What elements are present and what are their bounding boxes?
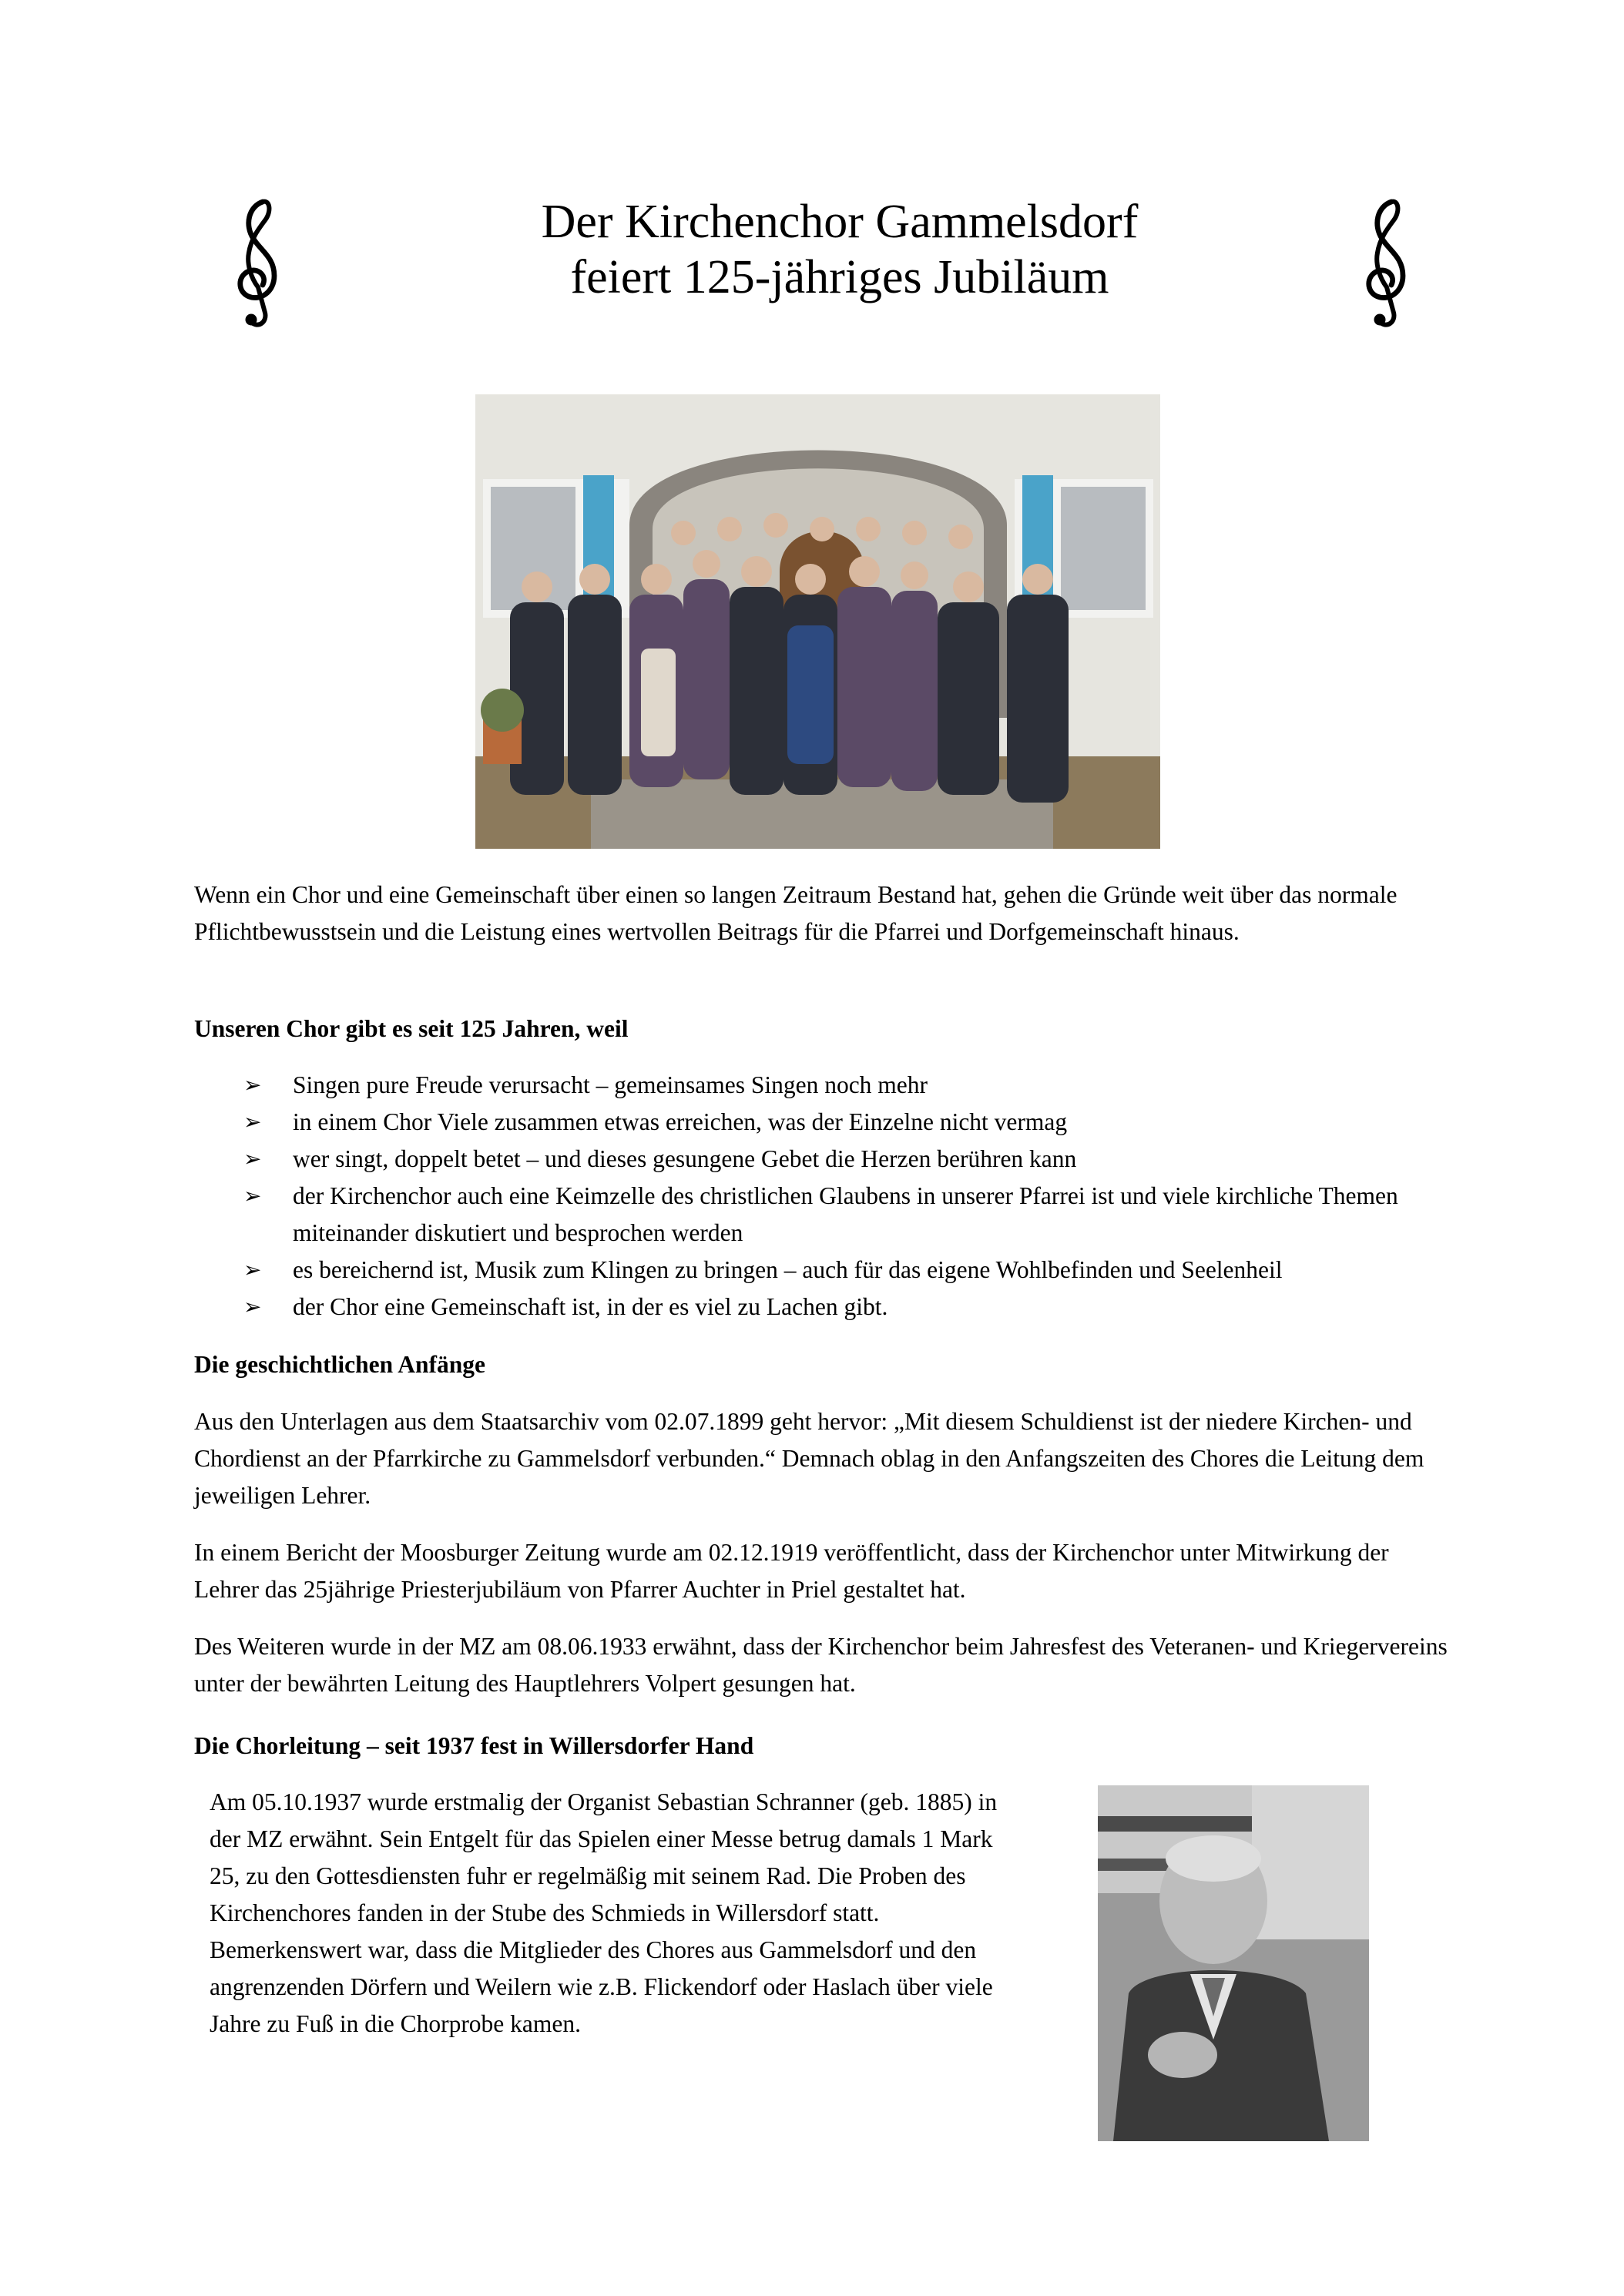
page-title bbox=[385, 194, 1294, 305]
section-heading-history: Die geschichtlichen Anfänge bbox=[194, 1351, 485, 1378]
arrow-bullet-icon: ➢ bbox=[243, 1109, 262, 1135]
section-heading-reasons: Unseren Chor gibt es seit 125 Jahren, weil bbox=[194, 1015, 629, 1042]
portrait-photo bbox=[1098, 1785, 1369, 2141]
list-item: ➢ wer singt, doppelt betet – und dieses gesungene Gebet die Herzen berühren kann bbox=[194, 1141, 1458, 1178]
history-paragraph-1: Aus den Unterlagen aus dem Staatsarchiv vom 02.07.1899 geht hervor: „Mit diesem Schuldienst ist der niedere Kirchen- und Chordienst an der Pfarrkirche zu Gammelsdorf verbunden.“ Demnach oblag in den Anfangszeiten des Chores die Leitung dem jeweiligen Lehrer. bbox=[194, 1408, 1424, 1509]
list-item: ➢ der Chor eine Gemeinschaft ist, in der es viel zu Lachen gibt. bbox=[194, 1289, 1458, 1326]
arrow-bullet-icon: ➢ bbox=[243, 1072, 262, 1098]
history-paragraph-2: In einem Bericht der Moosburger Zeitung wurde am 02.12.1919 veröffentlicht, dass der Kirchenchor unter Mitwirkung der Lehrer das 25jährige Priesterjubiläum von Pfarrer Auchter in Priel gestaltet hat. bbox=[194, 1539, 1389, 1603]
list-item: ➢ es bereichernd ist, Musik zum Klingen zu bringen – auch für das eigene Wohlbefinden und Seelenheil bbox=[194, 1252, 1458, 1289]
title-line-1: Der Kirchenchor Gammelsdorf bbox=[541, 196, 1139, 248]
section-heading-leadership: Die Chorleitung – seit 1937 fest in Willersdorfer Hand bbox=[194, 1732, 754, 1759]
reasons-list bbox=[194, 1067, 1458, 1326]
history-paragraph-3: Des Weiteren wurde in der MZ am 08.06.1933 erwähnt, dass der Kirchenchor beim Jahresfest des Veteranen- und Kriegervereins unter der bewährten Leitung des Hauptlehrers Volpert gesungen hat. bbox=[194, 1633, 1448, 1697]
list-item: ➢ der Kirchenchor auch eine Keimzelle des christlichen Glaubens in unserer Pfarrei ist und viele kirchliche Themen miteinander diskutiert und besprochen werden bbox=[194, 1178, 1458, 1252]
list-item: ➢ in einem Chor Viele zusammen etwas erreichen, was der Einzelne nicht vermag bbox=[194, 1104, 1458, 1141]
treble-clef-icon bbox=[223, 193, 293, 331]
intro-paragraph: Wenn ein Chor und eine Gemeinschaft über einen so langen Zeitraum Bestand hat, gehen die Gründe weit über das normale Pflichtbewusstsein und die Leistung eines wertvollen Beitrags für die Pfarrei und Dorfgemeinschaft hinaus. bbox=[194, 881, 1398, 945]
leadership-paragraph: Am 05.10.1937 wurde erstmalig der Organist Sebastian Schranner (geb. 1885) in der MZ erwähnt. Sein Entgelt für das Spielen einer Messe betrug damals 1 Mark 25, zu den Gottesdiensten fuhr er regelmäßig mit seinem Rad. Die Proben des Kirchenchores fanden in der Stube des Schmieds in Willersdorf statt. Bemerkenswert war, dass die Mitglieder des Chores aus Gammelsdorf und den angrenzenden Dörfern und Weilern wie z.B. Flickendorf oder Haslach über viele Jahre zu Fuß in die Chorprobe kamen. bbox=[210, 1788, 998, 2037]
arrow-bullet-icon: ➢ bbox=[243, 1294, 262, 1319]
title-line-2: feiert 125-jähriges Jubiläum bbox=[570, 251, 1109, 303]
arrow-bullet-icon: ➢ bbox=[243, 1146, 262, 1171]
arrow-bullet-icon: ➢ bbox=[243, 1257, 262, 1282]
arrow-bullet-icon: ➢ bbox=[243, 1183, 262, 1208]
group-photo bbox=[475, 394, 1160, 849]
treble-clef-icon bbox=[1352, 193, 1421, 331]
list-item: ➢ Singen pure Freude verursacht – gemeinsames Singen noch mehr bbox=[194, 1067, 1458, 1104]
